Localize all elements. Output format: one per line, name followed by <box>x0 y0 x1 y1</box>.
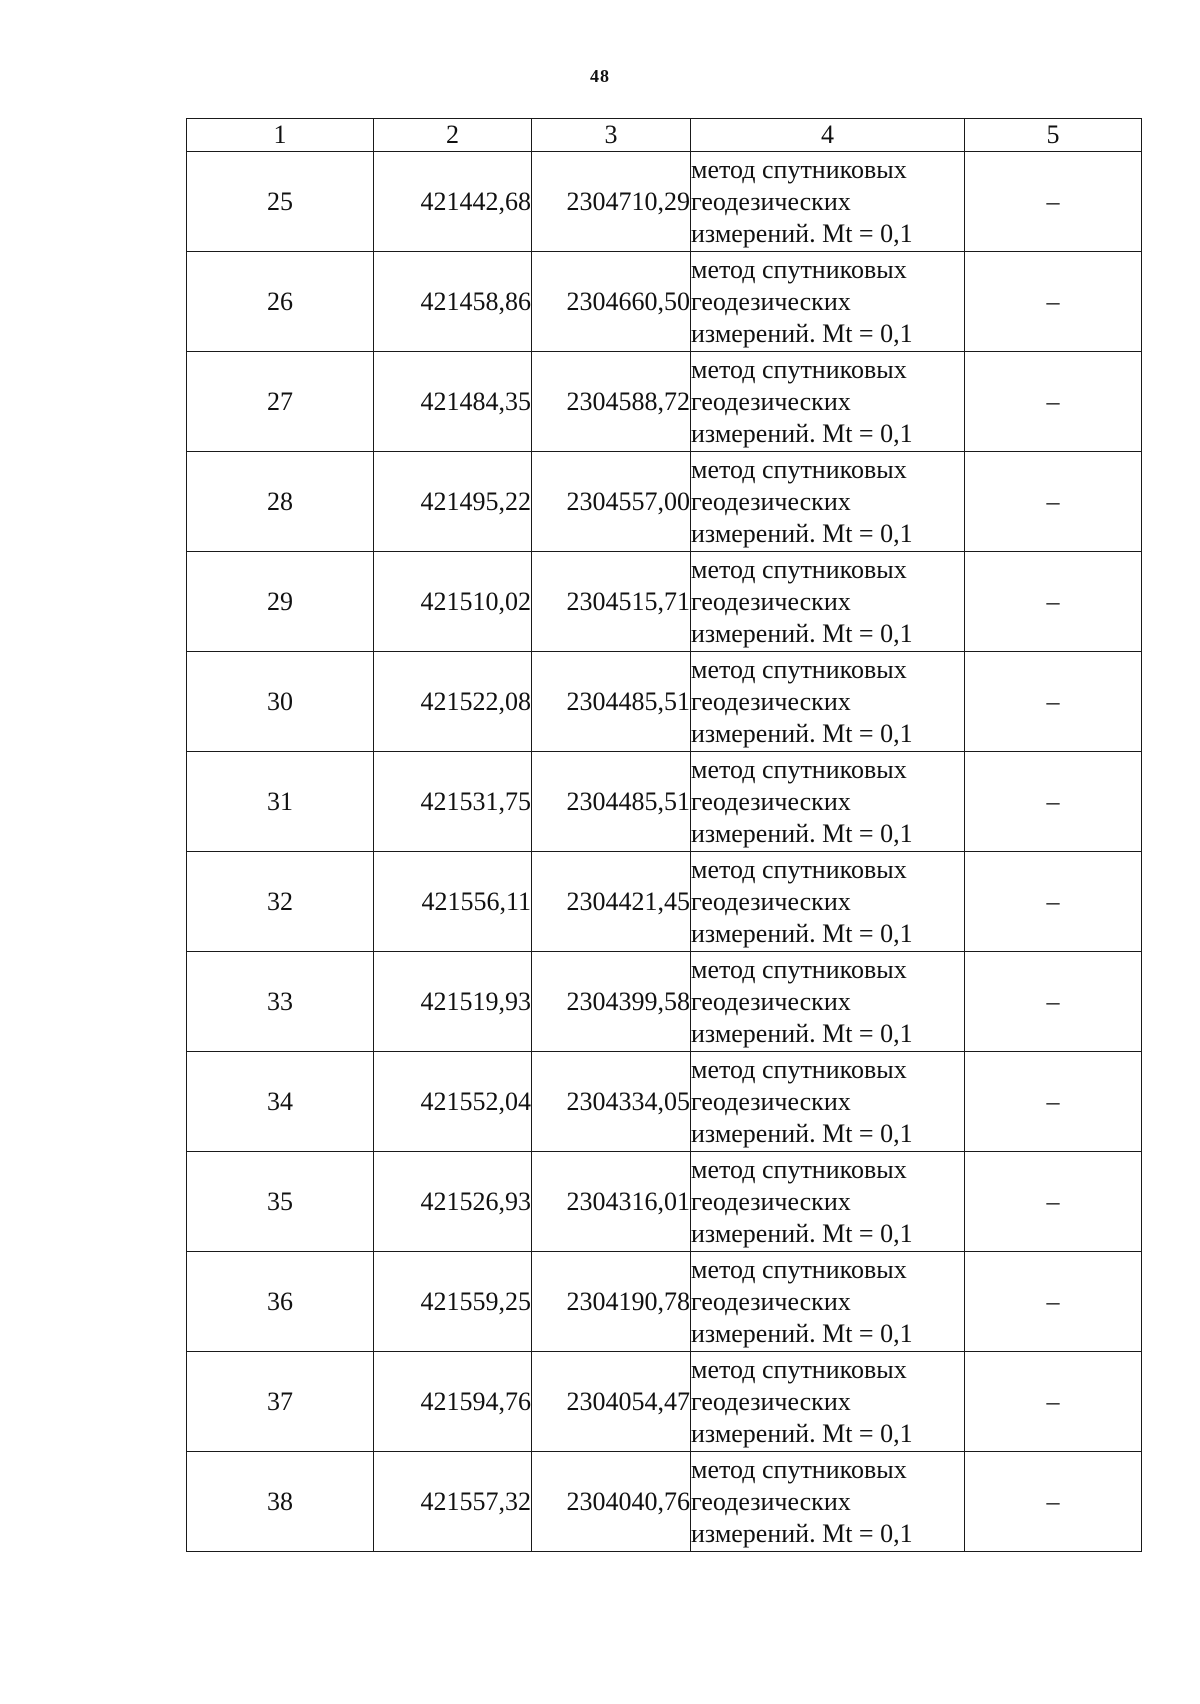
measurement-method <box>691 552 965 652</box>
measurement-method <box>691 452 965 552</box>
table-row <box>187 1152 1142 1252</box>
method-line: геодезических <box>691 986 851 1016</box>
method-line: метод спутниковых <box>691 1254 907 1284</box>
note: – <box>965 852 1142 952</box>
measurement-method <box>691 1352 965 1452</box>
table-row <box>187 752 1142 852</box>
coordinate-y: 2304316,01 <box>532 1152 691 1252</box>
method-line: метод спутниковых <box>691 154 907 184</box>
coordinate-x: 421531,75 <box>374 752 532 852</box>
coordinate-y: 2304515,71 <box>532 552 691 652</box>
note: – <box>965 1152 1142 1252</box>
coordinate-y: 2304710,29 <box>532 152 691 252</box>
measurement-method <box>691 1052 965 1152</box>
method-line: геодезических <box>691 586 851 616</box>
coordinate-y: 2304399,58 <box>532 952 691 1052</box>
measurement-method <box>691 1452 965 1552</box>
table-row <box>187 1052 1142 1152</box>
page-number: 48 <box>590 66 610 86</box>
point-number: 26 <box>187 252 374 352</box>
method-line: геодезических <box>691 1386 851 1416</box>
measurement-method <box>691 752 965 852</box>
coordinate-x: 421559,25 <box>374 1252 532 1352</box>
method-line: геодезических <box>691 686 851 716</box>
method-line: измерений. Mt = 0,1 <box>691 618 913 648</box>
table-row <box>187 852 1142 952</box>
table-row <box>187 152 1142 252</box>
method-line: метод спутниковых <box>691 654 907 684</box>
measurement-method <box>691 1152 965 1252</box>
point-number: 38 <box>187 1452 374 1552</box>
point-number: 29 <box>187 552 374 652</box>
coordinate-y: 2304190,78 <box>532 1252 691 1352</box>
note: – <box>965 352 1142 452</box>
measurement-method <box>691 152 965 252</box>
method-line: измерений. Mt = 0,1 <box>691 918 913 948</box>
method-line: измерений. Mt = 0,1 <box>691 1518 913 1548</box>
point-number: 28 <box>187 452 374 552</box>
note: – <box>965 252 1142 352</box>
method-line: измерений. Mt = 0,1 <box>691 1418 913 1448</box>
note: – <box>965 152 1142 252</box>
note: – <box>965 652 1142 752</box>
coordinate-x: 421594,76 <box>374 1352 532 1452</box>
note: – <box>965 752 1142 852</box>
table-row <box>187 552 1142 652</box>
measurement-method <box>691 352 965 452</box>
method-line: геодезических <box>691 1286 851 1316</box>
column-header-3: 3 <box>532 119 691 152</box>
coordinate-x: 421552,04 <box>374 1052 532 1152</box>
table-row <box>187 452 1142 552</box>
point-number: 37 <box>187 1352 374 1452</box>
coordinate-y: 2304485,51 <box>532 652 691 752</box>
point-number: 34 <box>187 1052 374 1152</box>
method-line: метод спутниковых <box>691 1054 907 1084</box>
note: – <box>965 1452 1142 1552</box>
table-row <box>187 1352 1142 1452</box>
method-line: геодезических <box>691 786 851 816</box>
method-line: измерений. Mt = 0,1 <box>691 518 913 548</box>
coordinate-y: 2304485,51 <box>532 752 691 852</box>
coordinate-x: 421510,02 <box>374 552 532 652</box>
column-header-5: 5 <box>965 119 1142 152</box>
coordinate-x: 421556,11 <box>374 852 532 952</box>
method-line: геодезических <box>691 386 851 416</box>
method-line: геодезических <box>691 1086 851 1116</box>
header-row <box>187 119 1142 152</box>
coordinate-x: 421495,22 <box>374 452 532 552</box>
coordinate-y: 2304557,00 <box>532 452 691 552</box>
method-line: метод спутниковых <box>691 254 907 284</box>
method-line: метод спутниковых <box>691 1154 907 1184</box>
table-row <box>187 252 1142 352</box>
method-line: геодезических <box>691 286 851 316</box>
method-line: измерений. Mt = 0,1 <box>691 1318 913 1348</box>
note: – <box>965 952 1142 1052</box>
table-row <box>187 1252 1142 1352</box>
table-body <box>187 152 1142 1552</box>
method-line: метод спутниковых <box>691 1454 907 1484</box>
method-line: метод спутниковых <box>691 854 907 884</box>
coordinate-x: 421557,32 <box>374 1452 532 1552</box>
note: – <box>965 1252 1142 1352</box>
method-line: метод спутниковых <box>691 354 907 384</box>
coordinate-x: 421484,35 <box>374 352 532 452</box>
coordinates-table <box>186 118 1142 1552</box>
coordinate-y: 2304660,50 <box>532 252 691 352</box>
point-number: 36 <box>187 1252 374 1352</box>
method-line: метод спутниковых <box>691 754 907 784</box>
point-number: 25 <box>187 152 374 252</box>
table-row <box>187 952 1142 1052</box>
method-line: метод спутниковых <box>691 954 907 984</box>
method-line: геодезических <box>691 486 851 516</box>
point-number: 35 <box>187 1152 374 1252</box>
table-row <box>187 1452 1142 1552</box>
coordinate-x: 421458,86 <box>374 252 532 352</box>
method-line: измерений. Mt = 0,1 <box>691 718 913 748</box>
method-line: метод спутниковых <box>691 554 907 584</box>
point-number: 30 <box>187 652 374 752</box>
method-line: геодезических <box>691 1486 851 1516</box>
coordinate-x: 421442,68 <box>374 152 532 252</box>
column-header-4: 4 <box>691 119 965 152</box>
coordinate-x: 421522,08 <box>374 652 532 752</box>
column-header-1: 1 <box>187 119 374 152</box>
method-line: измерений. Mt = 0,1 <box>691 218 913 248</box>
measurement-method <box>691 252 965 352</box>
measurement-method <box>691 652 965 752</box>
table-row <box>187 652 1142 752</box>
method-line: метод спутниковых <box>691 454 907 484</box>
measurement-method <box>691 1252 965 1352</box>
point-number: 32 <box>187 852 374 952</box>
method-line: геодезических <box>691 886 851 916</box>
table-row <box>187 352 1142 452</box>
coordinate-y: 2304588,72 <box>532 352 691 452</box>
coordinate-x: 421519,93 <box>374 952 532 1052</box>
method-line: геодезических <box>691 1186 851 1216</box>
coordinate-y: 2304054,47 <box>532 1352 691 1452</box>
method-line: измерений. Mt = 0,1 <box>691 418 913 448</box>
coordinate-y: 2304421,45 <box>532 852 691 952</box>
table-header <box>187 119 1142 152</box>
note: – <box>965 552 1142 652</box>
coordinate-x: 421526,93 <box>374 1152 532 1252</box>
coordinate-y: 2304334,05 <box>532 1052 691 1152</box>
coordinate-y: 2304040,76 <box>532 1452 691 1552</box>
method-line: метод спутниковых <box>691 1354 907 1384</box>
method-line: измерений. Mt = 0,1 <box>691 1218 913 1248</box>
method-line: измерений. Mt = 0,1 <box>691 318 913 348</box>
point-number: 27 <box>187 352 374 452</box>
point-number: 31 <box>187 752 374 852</box>
method-line: геодезических <box>691 186 851 216</box>
note: – <box>965 452 1142 552</box>
measurement-method <box>691 952 965 1052</box>
method-line: измерений. Mt = 0,1 <box>691 1118 913 1148</box>
column-header-2: 2 <box>374 119 532 152</box>
point-number: 33 <box>187 952 374 1052</box>
note: – <box>965 1352 1142 1452</box>
measurement-method <box>691 852 965 952</box>
method-line: измерений. Mt = 0,1 <box>691 1018 913 1048</box>
method-line: измерений. Mt = 0,1 <box>691 818 913 848</box>
note: – <box>965 1052 1142 1152</box>
